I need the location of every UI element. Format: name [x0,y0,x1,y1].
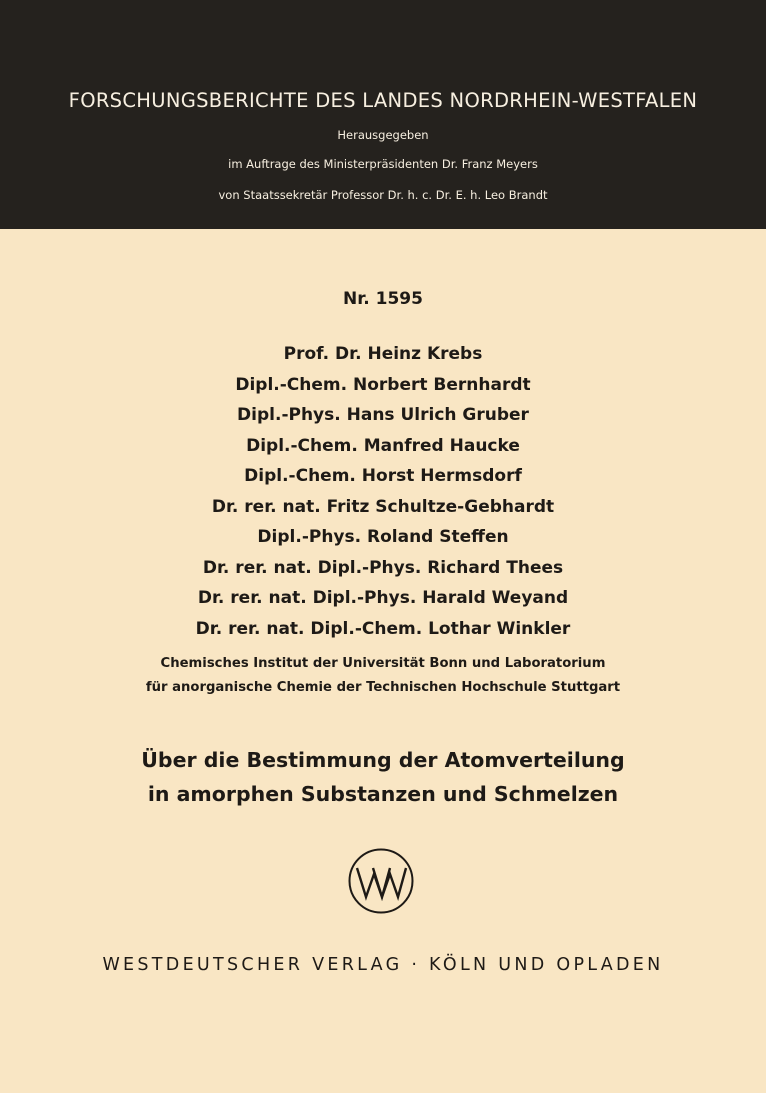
book-title [0,743,766,811]
author-list [0,339,766,644]
author-name: Dipl.-Chem. Norbert Bernhardt [235,374,531,395]
editor-heading: Herausgegeben [337,128,429,142]
author-name: Dr. rer. nat. Dipl.-Chem. Lothar Winkler [195,618,571,639]
wv-publisher-logo-icon [347,847,415,915]
author-name: Dr. rer. nat. Fritz Schultze-Gebhardt [211,496,555,517]
title-line: Über die Bestimmung der Atomverteilung [141,748,625,772]
author-name: Dipl.-Phys. Hans Ulrich Gruber [237,405,529,425]
author-name: Dr. rer. nat. Dipl.-Phys. Richard Thees [202,557,564,578]
title-line: in amorphen Substanzen und Schmelzen [147,782,619,806]
institution [0,652,766,700]
author-name: Prof. Dr. Heinz Krebs [283,344,483,364]
institution-line: für anorganische Chemie der Technischen Hochschule Stuttgart [145,680,621,695]
author-name: Dipl.-Phys. Roland Steffen [257,527,509,547]
series-header-band [0,0,766,229]
report-number: Nr. 1595 [343,289,423,309]
publisher-imprint: WESTDEUTSCHER VERLAG · KÖLN UND OPLADEN [102,955,664,975]
institution-line: Chemisches Institut der Universität Bonn und Laboratorium [160,656,606,671]
author-name: Dipl.-Chem. Horst Hermsdorf [244,466,522,486]
series-title: FORSCHUNGSBERICHTE DES LANDES NORDRHEIN-WESTFALEN [68,89,698,112]
editor-line: von Staatssekretär Professor Dr. h. c. Dr. E. h. Leo Brandt [218,188,548,202]
author-name: Dr. rer. nat. Dipl.-Phys. Harald Weyand [197,588,569,608]
author-name: Dipl.-Chem. Manfred Haucke [246,435,520,456]
commission-line: im Auftrage des Ministerpräsidenten Dr. Franz Meyers [228,157,538,171]
